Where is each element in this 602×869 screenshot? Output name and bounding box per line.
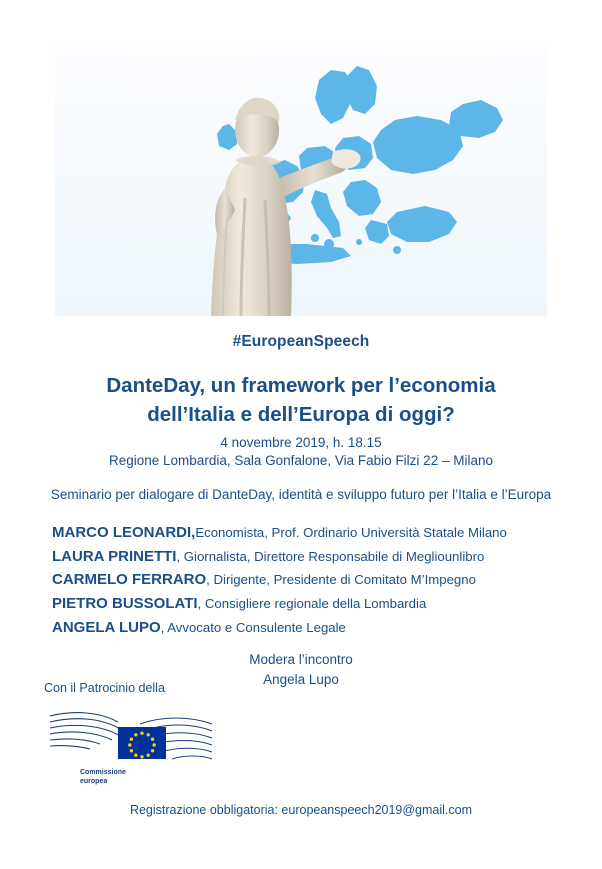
eu-logo-caption-line-2: europea [80, 777, 108, 785]
title-line-1: DanteDay, un framework per l’economia [106, 374, 496, 397]
list-item [52, 521, 572, 545]
event-venue: Regione Lombardia, Sala Gonfalone, Via Fabio Filzi 22 – Milano [109, 453, 493, 468]
speaker-name: PIETRO BUSSOLATI [52, 595, 198, 613]
list-item [52, 616, 572, 640]
patronage-label: Con il Patrocinio della [44, 681, 165, 695]
event-datetime: 4 novembre 2019, h. 18.15 [220, 435, 382, 450]
speaker-name: ANGELA LUPO [52, 618, 161, 636]
eu-logo-caption-line-1: Commissione [80, 769, 126, 776]
speaker-name: CARMELO FERRARO [52, 571, 207, 589]
moderator-name: Angela Lupo [263, 671, 339, 687]
speaker-name: LAURA PRINETTI [52, 547, 177, 565]
event-subtitle: Seminario per dialogare di DanteDay, identità e sviluppo futuro per l’Italia e l’Europa [50, 487, 552, 502]
hero-image [55, 46, 547, 316]
list-item [52, 592, 572, 616]
speaker-role: , Consigliere regionale della Lombardia [197, 596, 427, 612]
speaker-role: , Dirigente, Presidente di Comitato M’Impegno [206, 572, 476, 588]
speaker-role: , Giornalista, Direttore Responsabile di Megliounlibro [176, 548, 485, 564]
speaker-name: MARCO LEONARDI, [52, 524, 196, 541]
moderator-label: Modera l’incontro [249, 652, 353, 667]
dante-alighieri-statue [165, 68, 375, 316]
title-line-2: dell’Italia e dell’Europa di oggi? [147, 403, 455, 427]
speaker-role: Economista, Prof. Ordinario Università Statale Milano [195, 525, 507, 540]
list-item [52, 545, 572, 569]
speaker-list [52, 521, 572, 639]
list-item [52, 568, 572, 592]
page-title [0, 371, 602, 429]
eu-logo-caption [80, 769, 200, 787]
hashtag: #EuropeanSpeech [232, 333, 370, 350]
registration-info: Registrazione obbligatoria: europeanspeech2019@gmail.com [129, 803, 473, 817]
speaker-role: , Avvocato e Consulente Legale [160, 619, 346, 635]
